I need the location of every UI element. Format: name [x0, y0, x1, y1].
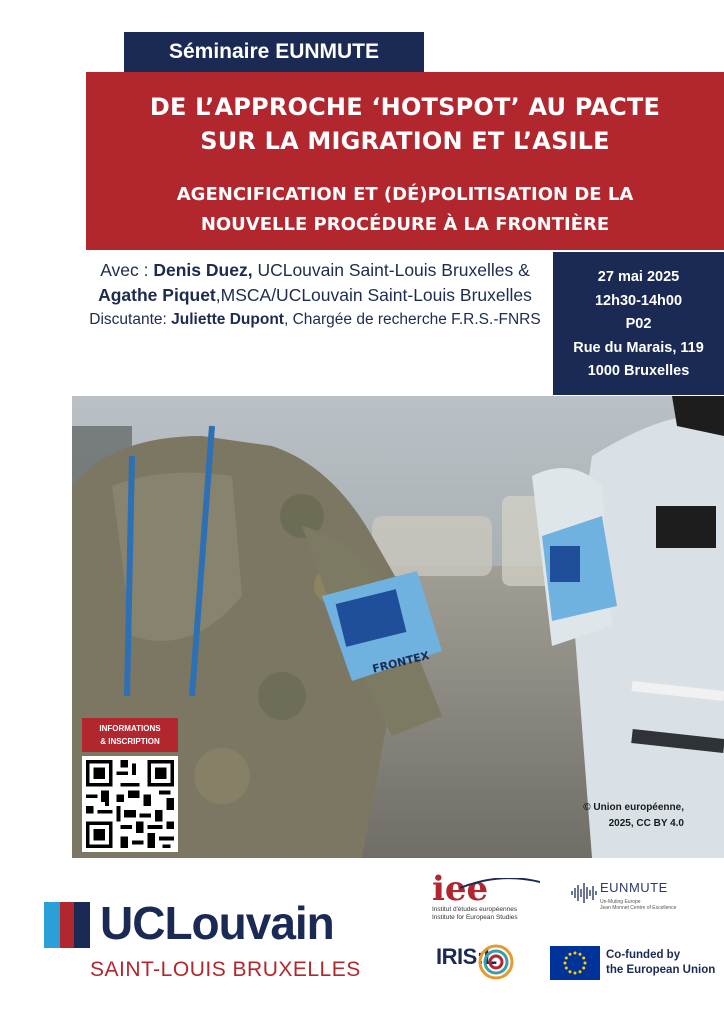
eunmute-line-2: Jean Monnet Centre of Excellence	[600, 905, 677, 911]
photo-credit	[544, 800, 684, 832]
armband-text: FRONTEX	[371, 648, 431, 676]
event-date: 27 mai 2025	[597, 269, 680, 285]
speaker-1-name: Denis Duez,	[153, 260, 253, 280]
qr-code-image	[82, 756, 178, 852]
registration-label	[82, 718, 178, 752]
irisl-logo	[436, 944, 516, 994]
event-photo	[72, 396, 724, 858]
event-info-box	[553, 252, 724, 395]
iee-swoosh-icon	[460, 878, 540, 890]
event-street: Rue du Marais, 119	[573, 339, 704, 356]
title-line-2: SUR LA MIGRATION ET L’ASILE	[200, 127, 610, 155]
speakers-block	[80, 258, 550, 331]
discussant-label: Discutante:	[89, 311, 172, 328]
iee-line-1: Institut d'études européennes	[432, 906, 518, 913]
irisl-fingerprint-icon	[478, 944, 514, 980]
title-line-1: DE L’APPROCHE ‘HOTSPOT’ AU PACTE	[149, 93, 661, 121]
registration-line-1: INFORMATIONS	[99, 724, 161, 733]
iee-logo	[432, 869, 542, 930]
discussant-name: Juliette Dupont	[171, 311, 284, 328]
event-time: 12h30-14h00	[594, 292, 683, 309]
event-city: 1000 Bruxelles	[587, 363, 690, 379]
eunmute-name: EUNMUTE	[600, 880, 668, 895]
eunmute-line-1: Un-Muting Europe	[600, 899, 641, 905]
eu-line-2: the European Union	[606, 964, 716, 976]
eu-cofunded-text	[606, 948, 715, 978]
subtitle-line-1: AGENCIFICATION ET (DÉ)POLITISATION DE LA	[176, 184, 634, 205]
seminar-tag: Séminaire EUNMUTE	[124, 32, 424, 72]
event-subtitle	[86, 180, 724, 240]
event-room: P02	[625, 316, 652, 332]
discussant-line	[80, 308, 550, 331]
subtitle-line-2: NOUVELLE PROCÉDURE À LA FRONTIÈRE	[200, 214, 610, 235]
discussant-affiliation: , Chargée de recherche F.R.S.-FNRS	[283, 311, 541, 328]
irisl-name: IRIS:L	[436, 944, 497, 969]
title-band	[86, 72, 724, 250]
iee-line-2: Institute for European Studies	[432, 914, 518, 921]
speakers-line	[80, 258, 550, 308]
credit-line-1: © Union européenne,	[583, 802, 684, 813]
registration-line-2: & INSCRIPTION	[100, 737, 160, 746]
speaker-2-name: Agathe Piquet	[98, 285, 216, 305]
speaker-2-affiliation: ,MSCA/UCLouvain Saint-Louis Bruxelles	[215, 285, 532, 305]
iee-mark: iee	[432, 869, 489, 909]
eu-flag-icon	[550, 946, 600, 980]
uclouvain-square-icon	[44, 902, 90, 948]
uclouvain-campus: SAINT-LOUIS BRUXELLES	[90, 958, 361, 981]
eu-line-1: Co-funded by	[606, 949, 681, 961]
qr-code[interactable]	[82, 756, 178, 852]
avec-label: Avec :	[100, 260, 154, 280]
uclouvain-name: UCLouvain	[100, 897, 334, 949]
event-title	[86, 90, 724, 158]
credit-line-2: 2025, CC BY 4.0	[608, 818, 684, 829]
soundwave-icon	[570, 882, 598, 904]
eunmute-logo	[570, 880, 710, 916]
speaker-1-affiliation: UCLouvain Saint-Louis Bruxelles &	[252, 260, 530, 280]
